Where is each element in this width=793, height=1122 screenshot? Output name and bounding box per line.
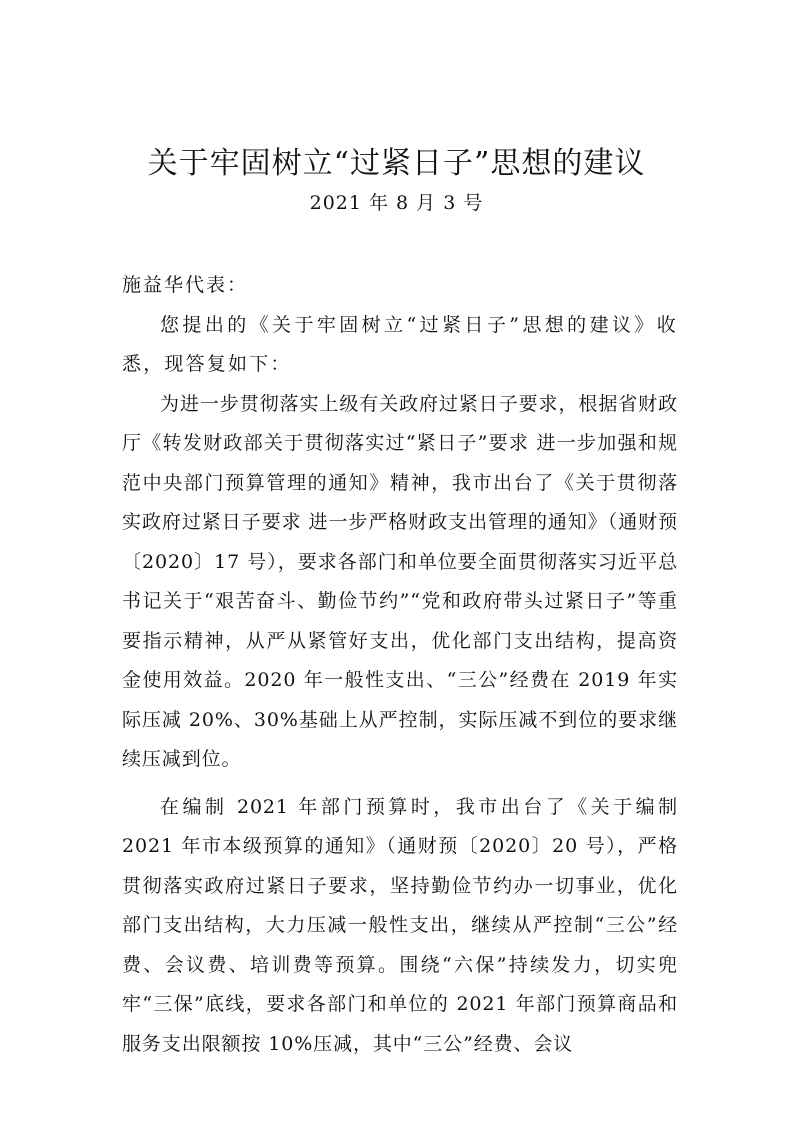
document-body bbox=[122, 266, 678, 1064]
salutation: 施益华代表： bbox=[122, 274, 249, 296]
paragraph-budget-2021: 在编制 2021 年部门预算时，我市出台了《关于编制 2021 年市本级预算的通知》（通财预〔2020〕20 号），严格贯彻落实政府过紧日子要求，坚持勤俭节约办一切事业，优化部门支出结构，大力压减一般性支出，继续从严控制“三公”经费、会议费、培训费等预算。围绕“六保”持续发力，切实兜牢“三保”底线，要求各部门和单位的 2021 年部门预算商品和服务支出限额按 10%压减，其中“三公”经费、会议 bbox=[122, 795, 678, 1055]
document-date: 2021 年 8 月 3 号 bbox=[309, 192, 484, 214]
paragraph-policy-2020: 为进一步贯彻落实上级有关政府过紧日子要求，根据省财政厅《转发财政部关于贯彻落实过“紧日子”要求 进一步加强和规范中央部门预算管理的通知》精神，我市出台了《关于贯彻落实政府过紧日子要求 进一步严格财政支出管理的通知》（通财预〔2020〕17 号），要求各部门和单位要全面贯彻落实习近平总书记关于“艰苦奋斗、勤俭节约”“党和政府带头过紧日子”等重要指示精神，从严从紧管好支出，优化部门支出结构，提高资金使用效益。2020 年一般性支出、“三公”经费在 2019 年实际压减 20%、30%基础上从严控制，实际压减不到位的要求继续压减到位。 bbox=[122, 392, 678, 770]
document-title: 关于牢固树立“过紧日子”思想的建议 bbox=[147, 146, 646, 181]
paragraph-acknowledgement: 您提出的《关于牢固树立“过紧日子”思想的建议》收悉，现答复如下： bbox=[122, 313, 678, 375]
